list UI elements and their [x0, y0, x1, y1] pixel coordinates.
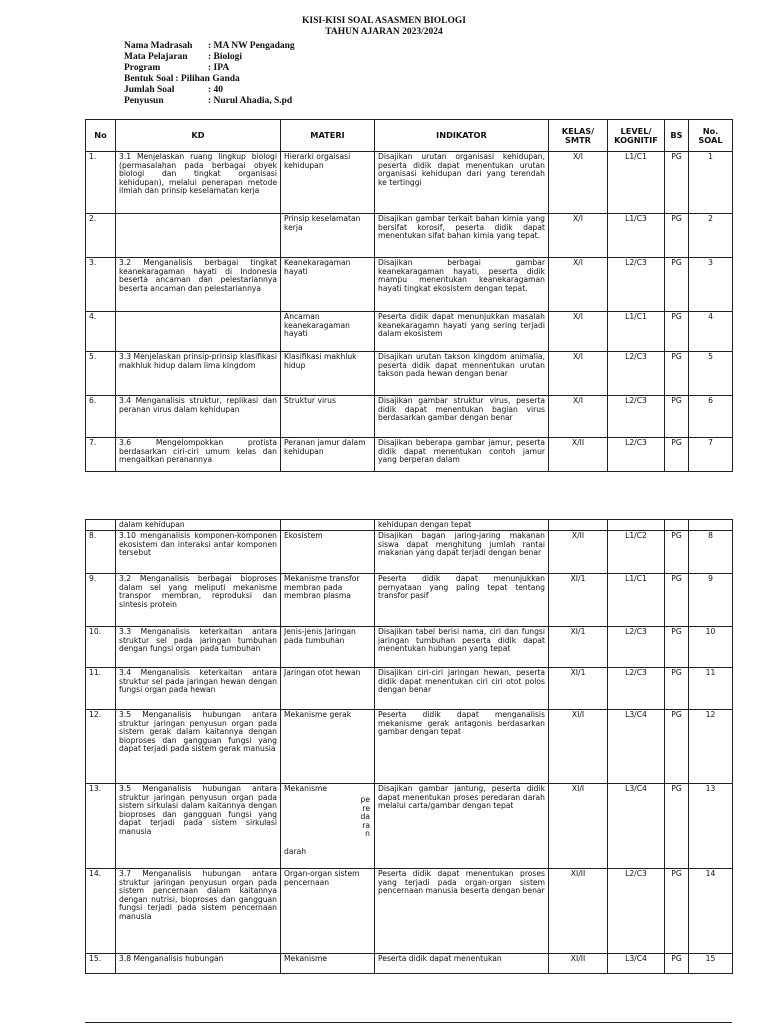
cell-bs: PG	[665, 954, 689, 974]
cell-level: L2/C3	[608, 869, 665, 954]
table-row	[86, 396, 733, 438]
cell-level: L2/C3	[608, 396, 665, 438]
cell-no: 13.	[86, 784, 116, 869]
info-value: : Pilihan Ganda	[175, 74, 240, 84]
cell-nosoal: 2	[689, 214, 733, 258]
cell-indikator: Disajikan gambar struktur virus, peserta didik dapat menentukan bagian virus berdasarkan gambar dengan benar	[375, 396, 549, 438]
cell-bs: PG	[665, 312, 689, 352]
cell-indikator: Peserta didik dapat menganalisis mekanisme gerak antagonis berdasarkan gambar dengan tepat	[375, 710, 549, 784]
cell-no: 15.	[86, 954, 116, 974]
cell-materi: Ekosistem	[281, 531, 375, 574]
cell-nosoal: 12	[689, 710, 733, 784]
cell-bs: PG	[665, 438, 689, 472]
cell-level: L3/C4	[608, 784, 665, 869]
info-label: Nama Madrasah	[124, 41, 193, 51]
info-row	[124, 74, 295, 85]
cell-level: L1/C1	[608, 152, 665, 214]
info-value: : Biologi	[208, 52, 243, 62]
table-row	[86, 784, 733, 869]
info-label: Mata Pelajaran	[124, 52, 188, 62]
cell-no: 7.	[86, 438, 116, 472]
cell-kelas: XI/I	[549, 710, 608, 784]
table-row	[86, 258, 733, 312]
cell-kd: 3.5 Menganalisis hubungan antara struktur jaringan penyusun organ pada sistem sirkulasi dalam kaitannya dengan bioproses dan gangguan fungsi yang dapat terjadi pada sistem sirkulasi manusia	[116, 784, 281, 869]
cell-nosoal: 4	[689, 312, 733, 352]
cell-bs: PG	[665, 352, 689, 396]
cell-level: L3/C4	[608, 954, 665, 974]
cell-indikator: Disajikan gambar terkait bahan kimia yang bersifat korosif, peserta didik dapat menentukan sifat bahan kimia yang tepat.	[375, 214, 549, 258]
cell-kelas	[549, 520, 608, 531]
cell-nosoal: 5	[689, 352, 733, 396]
cell-materi: Mekanisme	[284, 784, 328, 793]
cell-kelas: XI/1	[549, 668, 608, 710]
cell-nosoal: 14	[689, 869, 733, 954]
cell-nosoal: 13	[689, 784, 733, 869]
cell-materi: Ancaman keanekaragaman hayati	[281, 312, 375, 352]
cell-nosoal: 1	[689, 152, 733, 214]
cell-materi: Peranan jamur dalam kehidupan	[281, 438, 375, 472]
cell-materi-fragment: darah	[284, 847, 307, 856]
cell-materi: Hierarki orgaisasi kehidupan	[281, 152, 375, 214]
cell-bs: PG	[665, 784, 689, 869]
cell-indikator: Peserta didik dapat menunjukkan masalah keanekaragamn hayati yang sering terjadi dalam ekosistem	[375, 312, 549, 352]
cell-nosoal: 6	[689, 396, 733, 438]
cell-kd: 3.2 Menganalisis berbagai tingkat keanekaragaman hayati di Indonesia beserta ancaman dan pelestariannya beserta ancaman dan pelestariannya	[116, 258, 281, 312]
cell-materi: Mekanisme	[281, 954, 375, 974]
cell-indikator: Disajikan berbagai gambar keanekaragaman hayati, peserta didik mampu menentukan keanekaragaman hayati tingkat ekosistem dengan tepat.	[375, 258, 549, 312]
info-row	[124, 41, 295, 52]
cell-no: 8.	[86, 531, 116, 574]
info-label: Penyusun	[124, 96, 164, 106]
table-row	[86, 352, 733, 396]
cell-kd: 3.4 Menganalisis struktur, replikasi dan peranan virus dalam kehidupan	[116, 396, 281, 438]
document-title: KISI-KISI SOAL ASASMEN BIOLOGI	[302, 16, 466, 26]
cell-no: 5.	[86, 352, 116, 396]
cell-kd	[116, 312, 281, 352]
info-label: Bentuk Soal	[124, 74, 174, 84]
header-indikator: INDIKATOR	[375, 120, 549, 152]
info-row	[124, 85, 295, 96]
cell-materi: Mekanisme gerak	[281, 710, 375, 784]
table-row	[86, 574, 733, 627]
cell-no: 12.	[86, 710, 116, 784]
cell-nosoal: 8	[689, 531, 733, 574]
info-label: Program	[124, 63, 161, 73]
cell-kd: 3.2 Menganalisis berbagai bioproses dalam sel yang meliputi mekanisme transpor membran, reproduksi dan sintesis protein	[116, 574, 281, 627]
cell-level: L1/C1	[608, 312, 665, 352]
cell-kelas: X/I	[549, 214, 608, 258]
cell-indikator: Disajikan beberapa gambar jamur, peserta didik dapat menentukan contoh jamur yang berperan dalam	[375, 438, 549, 472]
cell-materi: Mekanisme transfor membran pada membran plasma	[281, 574, 375, 627]
cell-no: 11.	[86, 668, 116, 710]
table-header-row	[86, 120, 733, 152]
cell-bs	[665, 520, 689, 531]
cell-kd: 3.4 Menganalisis keterkaitan antara struktur sel pada jaringan hewan dengan fungsi organ pada hewan	[116, 668, 281, 710]
cell-kd: 3.10 menganalisis komponen-komponen ekosistem dan interaksi antar komponen tersebut	[116, 531, 281, 574]
info-label: Jumlah Soal	[124, 85, 175, 95]
cell-bs: PG	[665, 152, 689, 214]
cell-materi-wrap	[281, 784, 375, 869]
cell-bs: PG	[665, 214, 689, 258]
cell-no: 14.	[86, 869, 116, 954]
cell-kd: 3.3 Menjelaskan prinsip-prinsip klasifikasi makhluk hidup dalam lima kingdom	[116, 352, 281, 396]
cell-nosoal: 7	[689, 438, 733, 472]
table-row	[86, 520, 733, 531]
cell-kd: 3.1 Menjelaskan ruang lingkup biologi (permasalahan pada berbagai obyek biologi dan tingkat organisasi kehidupan), melalui penerapan metode ilmiah dan prinsip keselamatan kerja	[116, 152, 281, 214]
cell-level: L1/C2	[608, 531, 665, 574]
cell-indikator: Disajikan tabel berisi nama, ciri dan fungsi jaringan tumbuhan peserta didik dapat menentukan hubungan yang tepat	[375, 627, 549, 668]
cell-no: 6.	[86, 396, 116, 438]
table-row	[86, 312, 733, 352]
cell-no: 10.	[86, 627, 116, 668]
cell-kelas: XI/I	[549, 784, 608, 869]
cell-bs: PG	[665, 258, 689, 312]
page-bottom-rule	[85, 1022, 732, 1023]
table-row	[86, 668, 733, 710]
cell-indikator: Peserta didik dapat menentukan	[375, 954, 549, 974]
cell-indikator: Disajikan urutan organisasi kehidupan, peserta didik dapat menentukan urutan organisasi kehidupan dari yang terendah ke tertinggi	[375, 152, 549, 214]
cell-materi: Keanekaragaman hayati	[281, 258, 375, 312]
cell-kelas: XI/1	[549, 574, 608, 627]
cell-materi: Jaringan otot hewan	[281, 668, 375, 710]
header-kelas: KELAS/ SMTR	[549, 120, 608, 152]
cell-no: 2.	[86, 214, 116, 258]
cell-indikator: Peserta didik dapat menentukan proses yang terjadi pada organ-organ sistem pencernaan manusia beserta dengan benar	[375, 869, 549, 954]
cell-kelas: XI/II	[549, 954, 608, 974]
header-nosoal: No. SOAL	[689, 120, 733, 152]
cell-indikator: Disajikan bagan jaring-jaring makanan siswa dapat menghitung jumlah rantai makanan yang dapat terjadi dengan benar	[375, 531, 549, 574]
cell-materi: Struktur virus	[281, 396, 375, 438]
cell-nosoal: 9	[689, 574, 733, 627]
cell-materi	[281, 520, 375, 531]
document-subtitle: TAHUN AJARAN 2023/2024	[325, 27, 443, 37]
header-level: LEVEL/ KOGNITIF	[608, 120, 665, 152]
cell-nosoal: 15	[689, 954, 733, 974]
cell-level: L3/C4	[608, 710, 665, 784]
cell-materi: Organ-organ sistem pencernaan	[281, 869, 375, 954]
cell-kelas: X/I	[549, 152, 608, 214]
cell-no: 1.	[86, 152, 116, 214]
cell-bs: PG	[665, 396, 689, 438]
cell-level: L2/C3	[608, 258, 665, 312]
cell-level: L2/C3	[608, 627, 665, 668]
cell-indikator: Disajikan ciri-ciri jaringan hewan, peserta didik dapat menentukan ciri ciri otot polos dengan benar	[375, 668, 549, 710]
cell-level: L1/C3	[608, 214, 665, 258]
cell-bs: PG	[665, 627, 689, 668]
cell-materi: Klasifikasi makhluk hidup	[281, 352, 375, 396]
cell-kelas: XI/II	[549, 869, 608, 954]
table-row	[86, 954, 733, 974]
cell-kd: 3.7 Menganalisis hubungan antara struktur jaringan penyusun organ pada sistem pencernaan dalam kaitannya dengan nutrisi, bioproses dan gangguan fungsi terjadi pada sistem pencernaan manusia	[116, 869, 281, 954]
header-no: No	[86, 120, 116, 152]
cell-level: L2/C3	[608, 438, 665, 472]
cell-level: L2/C3	[608, 352, 665, 396]
cell-level: L2/C3	[608, 668, 665, 710]
cell-level	[608, 520, 665, 531]
kisi-kisi-table-page2	[85, 519, 733, 974]
cell-materi-fragment: pe re da ra n	[360, 795, 370, 839]
info-row	[124, 52, 295, 63]
cell-kd: 3.8 Menganalisis hubungan	[116, 954, 281, 974]
cell-nosoal: 10	[689, 627, 733, 668]
cell-kd: 3.3 Menganalisis keterkaitan antara struktur sel pada jaringan tumbuhan dengan fungsi organ pada tumbuhan	[116, 627, 281, 668]
cell-nosoal	[689, 520, 733, 531]
cell-bs: PG	[665, 574, 689, 627]
cell-bs: PG	[665, 531, 689, 574]
table-row	[86, 869, 733, 954]
cell-indikator: Peserta didik dapat menunjukkan pernyataan yang paling tepat tentang transfor pasif	[375, 574, 549, 627]
table-row	[86, 214, 733, 258]
table-row	[86, 438, 733, 472]
cell-kd	[116, 214, 281, 258]
info-value: : IPA	[208, 63, 230, 73]
cell-kelas: XI/1	[549, 627, 608, 668]
cell-kd: 3.6 Mengelompokkan protista berdasarkan ciri-ciri umum kelas dan mengaitkan peranannya	[116, 438, 281, 472]
cell-indikator: Disajikan urutan takson kingdom animalia, peserta didik dapat mennentukan urutan takson pada hewan dengan benar	[375, 352, 549, 396]
cell-no: 3.	[86, 258, 116, 312]
info-block	[124, 41, 295, 107]
cell-kd: dalam kehidupan	[116, 520, 281, 531]
info-value: : 40	[208, 85, 224, 95]
cell-kelas: X/II	[549, 438, 608, 472]
header-kd: KD	[116, 120, 281, 152]
table-row	[86, 627, 733, 668]
header-bs: BS	[665, 120, 689, 152]
cell-indikator: Disajikan gambar jantung, peserta didik dapat menentukan proses peredaran darah melalui carta/gambar dengan tepat	[375, 784, 549, 869]
cell-nosoal: 3	[689, 258, 733, 312]
cell-kelas: X/I	[549, 258, 608, 312]
header-materi: MATERI	[281, 120, 375, 152]
cell-materi: Jenis-jenis Jaringan pada tumbuhan	[281, 627, 375, 668]
cell-kelas: X/I	[549, 352, 608, 396]
cell-bs: PG	[665, 668, 689, 710]
cell-kelas: X/II	[549, 531, 608, 574]
table-row	[86, 152, 733, 214]
table-row	[86, 531, 733, 574]
cell-bs: PG	[665, 710, 689, 784]
kisi-kisi-table-page1	[85, 119, 733, 472]
cell-no: 4.	[86, 312, 116, 352]
cell-kelas: X/I	[549, 396, 608, 438]
cell-materi: Prinsip keselamatan kerja	[281, 214, 375, 258]
info-row	[124, 96, 295, 107]
cell-kd: 3.5 Menganalisis hubungan antara struktur jaringan penyusun organ pada sistem gerak dalam kaitannya dengan bioproses dan gangguan fungsi yang dapat terjadi pada sistem gerak manusia	[116, 710, 281, 784]
cell-no	[86, 520, 116, 531]
cell-no: 9.	[86, 574, 116, 627]
info-value: : Nurul Ahadia, S.pd	[208, 96, 293, 106]
cell-bs: PG	[665, 869, 689, 954]
cell-level: L1/C1	[608, 574, 665, 627]
cell-kelas: X/I	[549, 312, 608, 352]
info-row	[124, 63, 295, 74]
table-row	[86, 710, 733, 784]
info-value: : MA NW Pengadang	[208, 41, 295, 51]
cell-nosoal: 11	[689, 668, 733, 710]
cell-indikator: kehidupan dengan tepat	[375, 520, 549, 531]
